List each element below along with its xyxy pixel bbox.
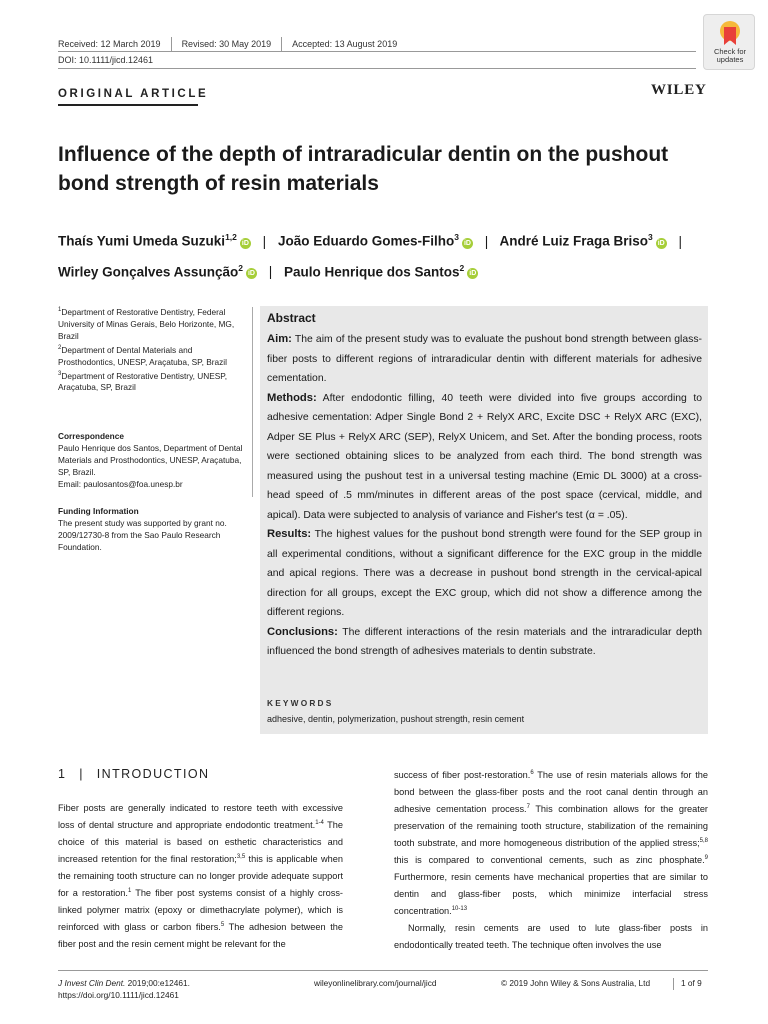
author-affiliation: 2 xyxy=(459,262,465,273)
section-heading-introduction xyxy=(58,767,209,781)
section-title: INTRODUCTION xyxy=(96,767,210,781)
keywords-heading: KEYWORDS xyxy=(267,698,334,708)
article-type: ORIGINAL ARTICLE xyxy=(58,88,209,100)
author-name[interactable]: André Luiz Fraga Briso xyxy=(499,233,648,249)
title-line-2: bond strength of resin materials xyxy=(58,172,379,195)
citation-ref[interactable]: 7 xyxy=(526,803,530,810)
history-dates xyxy=(58,37,397,51)
author-line-1 xyxy=(58,224,718,255)
received-date: Received: 12 March 2019 xyxy=(58,39,161,49)
footer-citation xyxy=(58,978,190,988)
author-list xyxy=(58,224,718,285)
body-column-right xyxy=(394,767,708,954)
footer-doi-link[interactable]: https://doi.org/10.1111/jicd.12461 xyxy=(58,990,179,1000)
column-divider xyxy=(252,307,253,497)
citation-ref[interactable]: 5 xyxy=(220,921,225,928)
journal-site-link[interactable]: wileyonlinelibrary.com/journal/jicd xyxy=(314,978,437,988)
affiliation-item: $^3$Department of Restorative Dentistry, UNESP, Araçatuba, SP, Brazil xyxy=(58,370,228,393)
badge-line-1: Check for xyxy=(713,47,747,56)
article-title xyxy=(58,140,708,198)
author-affiliation: 1,2 xyxy=(225,232,237,242)
badge-line-2: updates xyxy=(716,55,744,64)
author-separator: | xyxy=(262,233,267,249)
author-name[interactable]: João Eduardo Gomes-Filho xyxy=(277,233,455,249)
header-rule xyxy=(58,68,696,69)
citation-ref[interactable]: 9 xyxy=(704,854,708,861)
citation-ref[interactable]: 5,8 xyxy=(699,837,708,844)
author-affiliation: 2 xyxy=(238,262,243,273)
orcid-icon[interactable]: iD xyxy=(241,239,249,247)
orcid-icon[interactable]: iD xyxy=(463,239,471,247)
divider xyxy=(281,37,282,51)
article-type-underline xyxy=(58,104,198,106)
affiliation-item: $^1$Department of Restorative Dentistry, Federal University of Minas Gerais, Belo Horizonte, MG, Brazil xyxy=(58,306,235,341)
funding xyxy=(58,505,243,553)
body-column-left xyxy=(58,800,343,953)
title-line-1: Influence of the depth of intraradicular dentin on the pushout xyxy=(58,143,669,166)
citation-ref[interactable]: 1-4 xyxy=(315,819,324,826)
author-affiliation: 3 xyxy=(454,232,459,242)
body-paragraph: success of fiber post-restoration.$^6$ The use of resin materials allows for the bond between the glass-fiber posts and the root canal dentin through an adhesive cementation process.$^7$ This combination allows for the greater preservation of the remaining tooth structure, stabilization of the remaining tooth substrate, and more homogeneous distribution of the applied stress;$^{5,8}$ this is compared to conventional cements, such as zinc phosphate.$^9$ Furthermore, resin cements have mechanical properties that are similar to dentin and glass-fiber posts, which minimize interfacial stress concentration.$^{10-13}$ xyxy=(394,769,708,916)
author-affiliation: 3 xyxy=(648,232,653,242)
citation-ref[interactable]: 3,5 xyxy=(236,853,246,860)
abstract-results: Results: The highest values for the pushout bond strength were found for the SEP group in all experimental conditions, without a significant difference for the EXC group in the middle and apical regions. There was a decrease in pushout bond strength in the cervical-apical direction for all groups, except the EXC group, which did not show a difference among the different regions. xyxy=(267,528,702,618)
body-paragraph: Normally, resin cements are used to lute glass-fiber posts in endodontically treated teeth. The technique often involves the use xyxy=(394,923,708,950)
revised-date: Revised: 30 May 2019 xyxy=(181,39,272,49)
funding-text: The present study was supported by grant no. 2009/12730-8 from the Sao Paulo Research Foundation. xyxy=(58,518,227,552)
citation-ref[interactable]: 6 xyxy=(530,769,534,776)
footer-rule xyxy=(58,970,708,971)
author-name[interactable]: Wirley Gonçalves Assunção xyxy=(58,264,239,279)
correspondence-text: Paulo Henrique dos Santos, Department of Dental Materials and Prosthodontics, UNESP, Araçatuba, SP, Brazil. xyxy=(58,443,243,477)
abstract-methods: Methods: After endodontic filling, 40 teeth were divided into five groups according to adhesive cementation: Adper Single Bond 2 + RelyX ARC, Excite DSC + RelyX ARC (EXC), Adper SE Plus + RelyX ARC (SEP), RelyX Unicem, and Set. After the bonding process, roots were sectioned obtaining slices to be analyzed from each third. The bond strength was measured using the pushout test in a universal testing machine (Emic DL 3000) at a cross-head speed of .5 mm/minutes in different areas of the post space (cervical, middle, and apical). Data were subjected to analysis of variance and Fisher's test (α = .05). xyxy=(267,391,702,521)
correspondence-email[interactable]: Email: paulosantos@foa.unesp.br xyxy=(58,479,183,489)
funding-heading: Funding Information xyxy=(58,506,139,516)
author-separator: | xyxy=(678,233,683,249)
section-number: 1 xyxy=(58,767,67,781)
accepted-date: Accepted: 13 August 2019 xyxy=(292,39,398,49)
author-name[interactable]: Paulo Henrique dos Santos xyxy=(283,264,460,279)
journal-name: J Invest Clin Dent. xyxy=(58,978,126,988)
publisher-logo: WILEY xyxy=(651,82,707,98)
keywords-list: adhesive, dentin, polymerization, pushout strength, resin cement xyxy=(267,714,525,724)
abstract-title: Abstract xyxy=(267,311,316,325)
author-name[interactable]: Thaís Yumi Umeda Suzuki xyxy=(58,233,226,249)
author-separator: | xyxy=(484,233,489,249)
orcid-icon[interactable]: iD xyxy=(247,270,255,277)
citation-info: 2019;00:e12461. xyxy=(125,978,190,988)
author-separator: | xyxy=(268,264,273,279)
divider xyxy=(673,978,674,990)
abstract-body xyxy=(267,330,702,662)
doi[interactable]: DOI: 10.1111/jicd.12461 xyxy=(58,55,154,65)
citation-ref[interactable]: 1 xyxy=(127,887,132,894)
citation-ref[interactable]: 10-13 xyxy=(451,905,468,912)
abstract-aim: Aim: The aim of the present study was to evaluate the pushout bond strength between glass-fiber posts to different regions of intraradicular dentin with different materials for adhesive cementation. xyxy=(267,333,702,384)
correspondence-heading: Correspondence xyxy=(58,431,124,441)
copyright: © 2019 John Wiley & Sons Australia, Ltd xyxy=(501,978,651,988)
orcid-icon[interactable]: iD xyxy=(657,239,665,247)
abstract-conclusions: Conclusions: The different interactions of the resin materials and the intraradicular depth influenced the bond strength of adhesives materials to dentin substrate. xyxy=(267,625,702,657)
author-line-2 xyxy=(58,255,718,286)
affiliation-item: $^2$Department of Dental Materials and Prosthodontics, UNESP, Araçatuba, SP, Brazil xyxy=(58,344,227,367)
header-rule xyxy=(58,51,696,52)
page-number: 1 of 9 xyxy=(681,978,702,988)
body-paragraph: Fiber posts are generally indicated to restore teeth with excessive loss of dental structure and appropriate endodontic treatment.$^{1-4}$ The choice of this material is based on esthetic characteristics and increased retention for the final restoration;$^{3,5}$ this is applicable when the remaining tooth structure can no longer provide adequate support for a restoration.$^1$ The fiber post systems consist of a highly cross-linked polymer matrix (epoxy or dimethacrylate polymer), which is reinforced with glass or carbon fibers.$^5$ The adhesion between the fiber post and the resin cement might be relevant for the xyxy=(58,803,343,949)
orcid-icon[interactable]: iD xyxy=(469,270,477,277)
section-separator: | xyxy=(79,767,84,781)
bookmark-icon xyxy=(718,19,742,47)
check-for-updates-badge[interactable] xyxy=(703,14,755,70)
affiliations xyxy=(58,304,243,393)
correspondence xyxy=(58,430,243,490)
divider xyxy=(171,37,172,51)
